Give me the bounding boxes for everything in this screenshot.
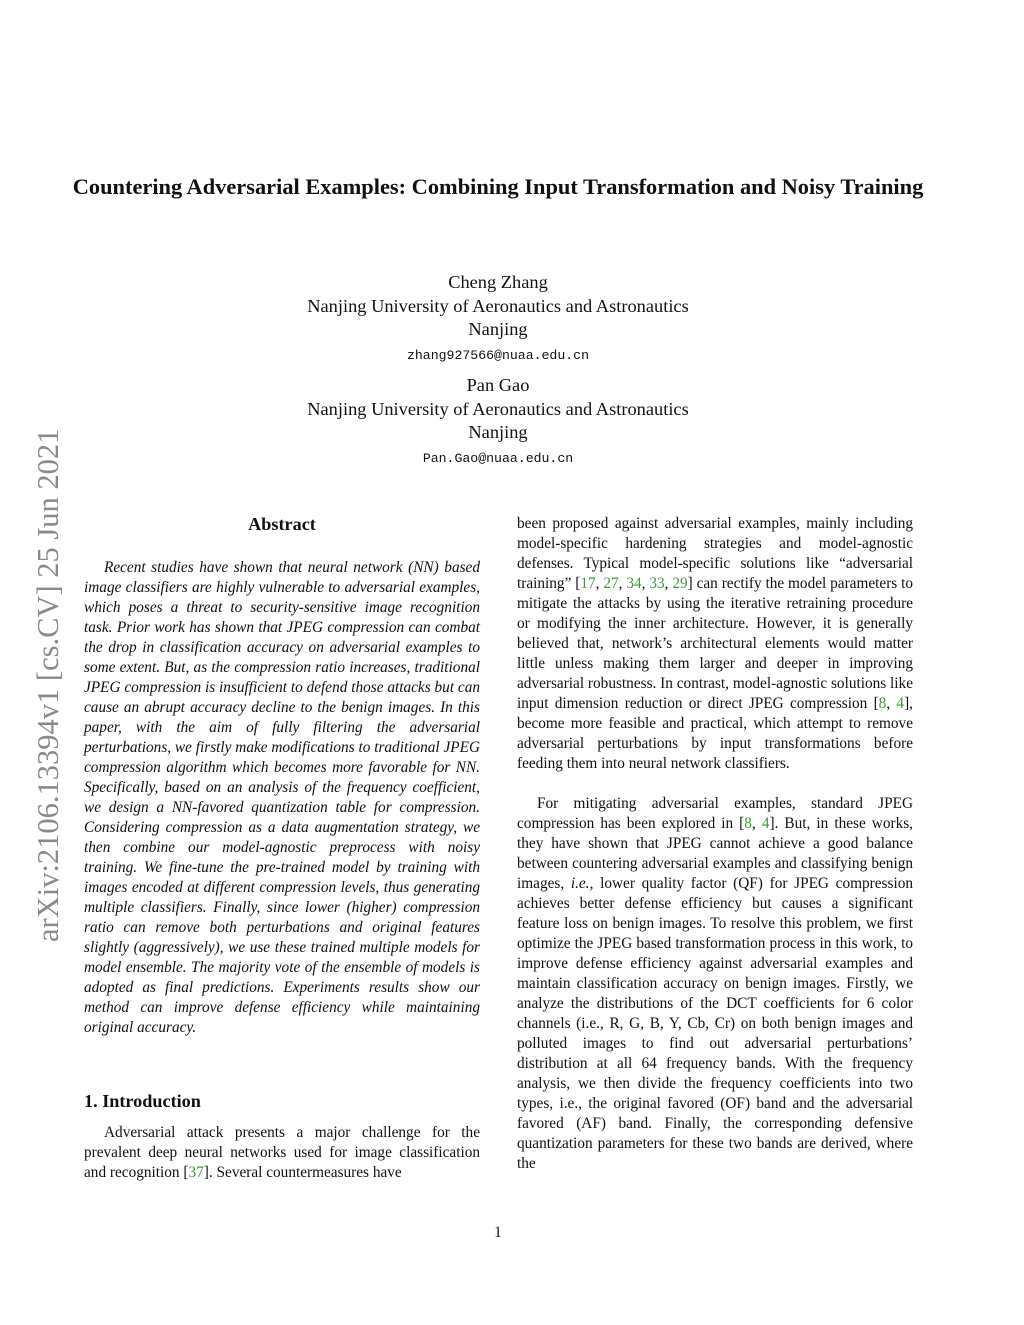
citation-link[interactable]: 8 [878, 695, 887, 712]
abstract-heading: Abstract [248, 514, 316, 534]
citation-link[interactable]: 4 [896, 695, 905, 712]
author-affiliation: Nanjing University of Aeronautics and Astronautics [307, 398, 689, 419]
author-city: Nanjing [468, 319, 528, 339]
right-paragraph-1: been proposed against adversarial examples, mainly including model-specific hardening strategies and model-agnostic defenses. Typical model-specific solutions like “adversarial training” [17, 27, 34, 33, 29] can rectify the model parameters to mitigate the attacks by using the iterative retraining procedure or modifying the inner architecture. However, it is generally believed that, network’s architectural elements would matter little unless making them larger and deeper in improving adversarial robustness. In contrast, model-agnostic solutions like input dimension reduction or direct JPEG compression [8, 4], become more feasible and practical, which attempt to remove adversarial perturbations by input transformations before feeding them into neural network classifiers. [517, 515, 914, 772]
page-number: 1 [494, 1224, 502, 1241]
author-email[interactable]: zhang927566@nuaa.edu.cn [406, 347, 590, 363]
citation-link[interactable]: 29 [672, 575, 688, 592]
citation-link[interactable]: 33 [649, 575, 665, 592]
introduction-paragraph: Adversarial attack presents a major challenge for the prevalent deep neural networks used for image classification and recognition [37]. Several countermeasures have [84, 1124, 480, 1181]
citation-link[interactable]: 4 [761, 815, 770, 832]
right-column [517, 514, 913, 1174]
introduction-heading: 1. Introduction [84, 1091, 201, 1111]
author-block-1 [160, 271, 836, 367]
emphasis-ie: i.e. [570, 875, 590, 892]
citation-link[interactable]: 34 [626, 575, 642, 592]
citation-link[interactable]: 27 [603, 575, 619, 592]
author-email[interactable]: Pan.Gao@nuaa.edu.cn [422, 450, 574, 466]
author-name: Cheng Zhang [448, 272, 548, 292]
author-city: Nanjing [468, 422, 528, 442]
author-block-2 [160, 374, 836, 470]
author-affiliation: Nanjing University of Aeronautics and Astronautics [307, 295, 689, 316]
abstract-text: Recent studies have shown that neural network (NN) based image classifiers are highly vulnerable to adversarial examples, which poses a threat to security-sensitive image recognition task. Prior work has shown that JPEG compression can combat the drop in classification accuracy on adversarial examples to some extent. But, as the compression ratio increases, traditional JPEG compression is insufficient to defend those attacks but can cause an abrupt accuracy decline to the benign images. In this paper, with the aim of fully filtering the adversarial perturbations, we firstly make modifications to traditional JPEG compression algorithm which becomes more favorable for NN. Specifically, based on an analysis of the frequency coefficient, we design a NN-favored quantization table for compression. Considering compression as a data augmentation strategy, we then combine our model-agnostic preprocess with noisy training. We fine-tune the pre-trained model by training with images encoded at different compression levels, thus generating multiple classifiers. Finally, since lower (higher) compression ratio can remove both perturbations and original features slightly (aggressively), we use these trained multiple models for model ensemble. The majority vote of the ensemble of models is adopted as final predictions. Experiments results show our method can improve defense efficiency while maintaining original accuracy. [84, 559, 480, 1036]
author-name: Pan Gao [466, 375, 530, 395]
right-paragraph-2: For mitigating adversarial examples, standard JPEG compression has been explored in [8, 4]. But, in these works, they have shown that JPEG cannot achieve a good balance between countering adversarial examples and classifying benign images, i.e., lower quality factor (QF) for JPEG compression achieves better defense efficiency but causes a significant feature loss on benign images. To resolve this problem, we first optimize the JPEG based transformation process in this work, to improve defense efficiency against adversarial examples and maintain classification accuracy on benign images. Firstly, we analyze the distributions of the DCT coefficients for 6 color channels (i.e., R, G, B, Y, Cb, Cr) on both benign images and polluted images to find out adversarial perturbations’ distribution at all 64 frequency bands. With the frequency analysis, we then divide the frequency coefficients into two types, i.e., the original favored (OF) band and the adversarial favored (AF) band. Finally, the corresponding defensive quantization parameters for these two bands are derived, where the [517, 795, 914, 1172]
citation-link[interactable]: 37 [188, 1164, 204, 1181]
paper-title: Countering Adversarial Examples: Combining Input Transformation and Noisy Training [72, 174, 924, 199]
left-column [84, 512, 480, 1183]
arxiv-identifier-stamp: arXiv:2106.13394v1 [cs.CV] 25 Jun 2021 [31, 428, 65, 942]
citation-link[interactable]: 17 [580, 575, 596, 592]
citation-link[interactable]: 8 [744, 815, 752, 832]
